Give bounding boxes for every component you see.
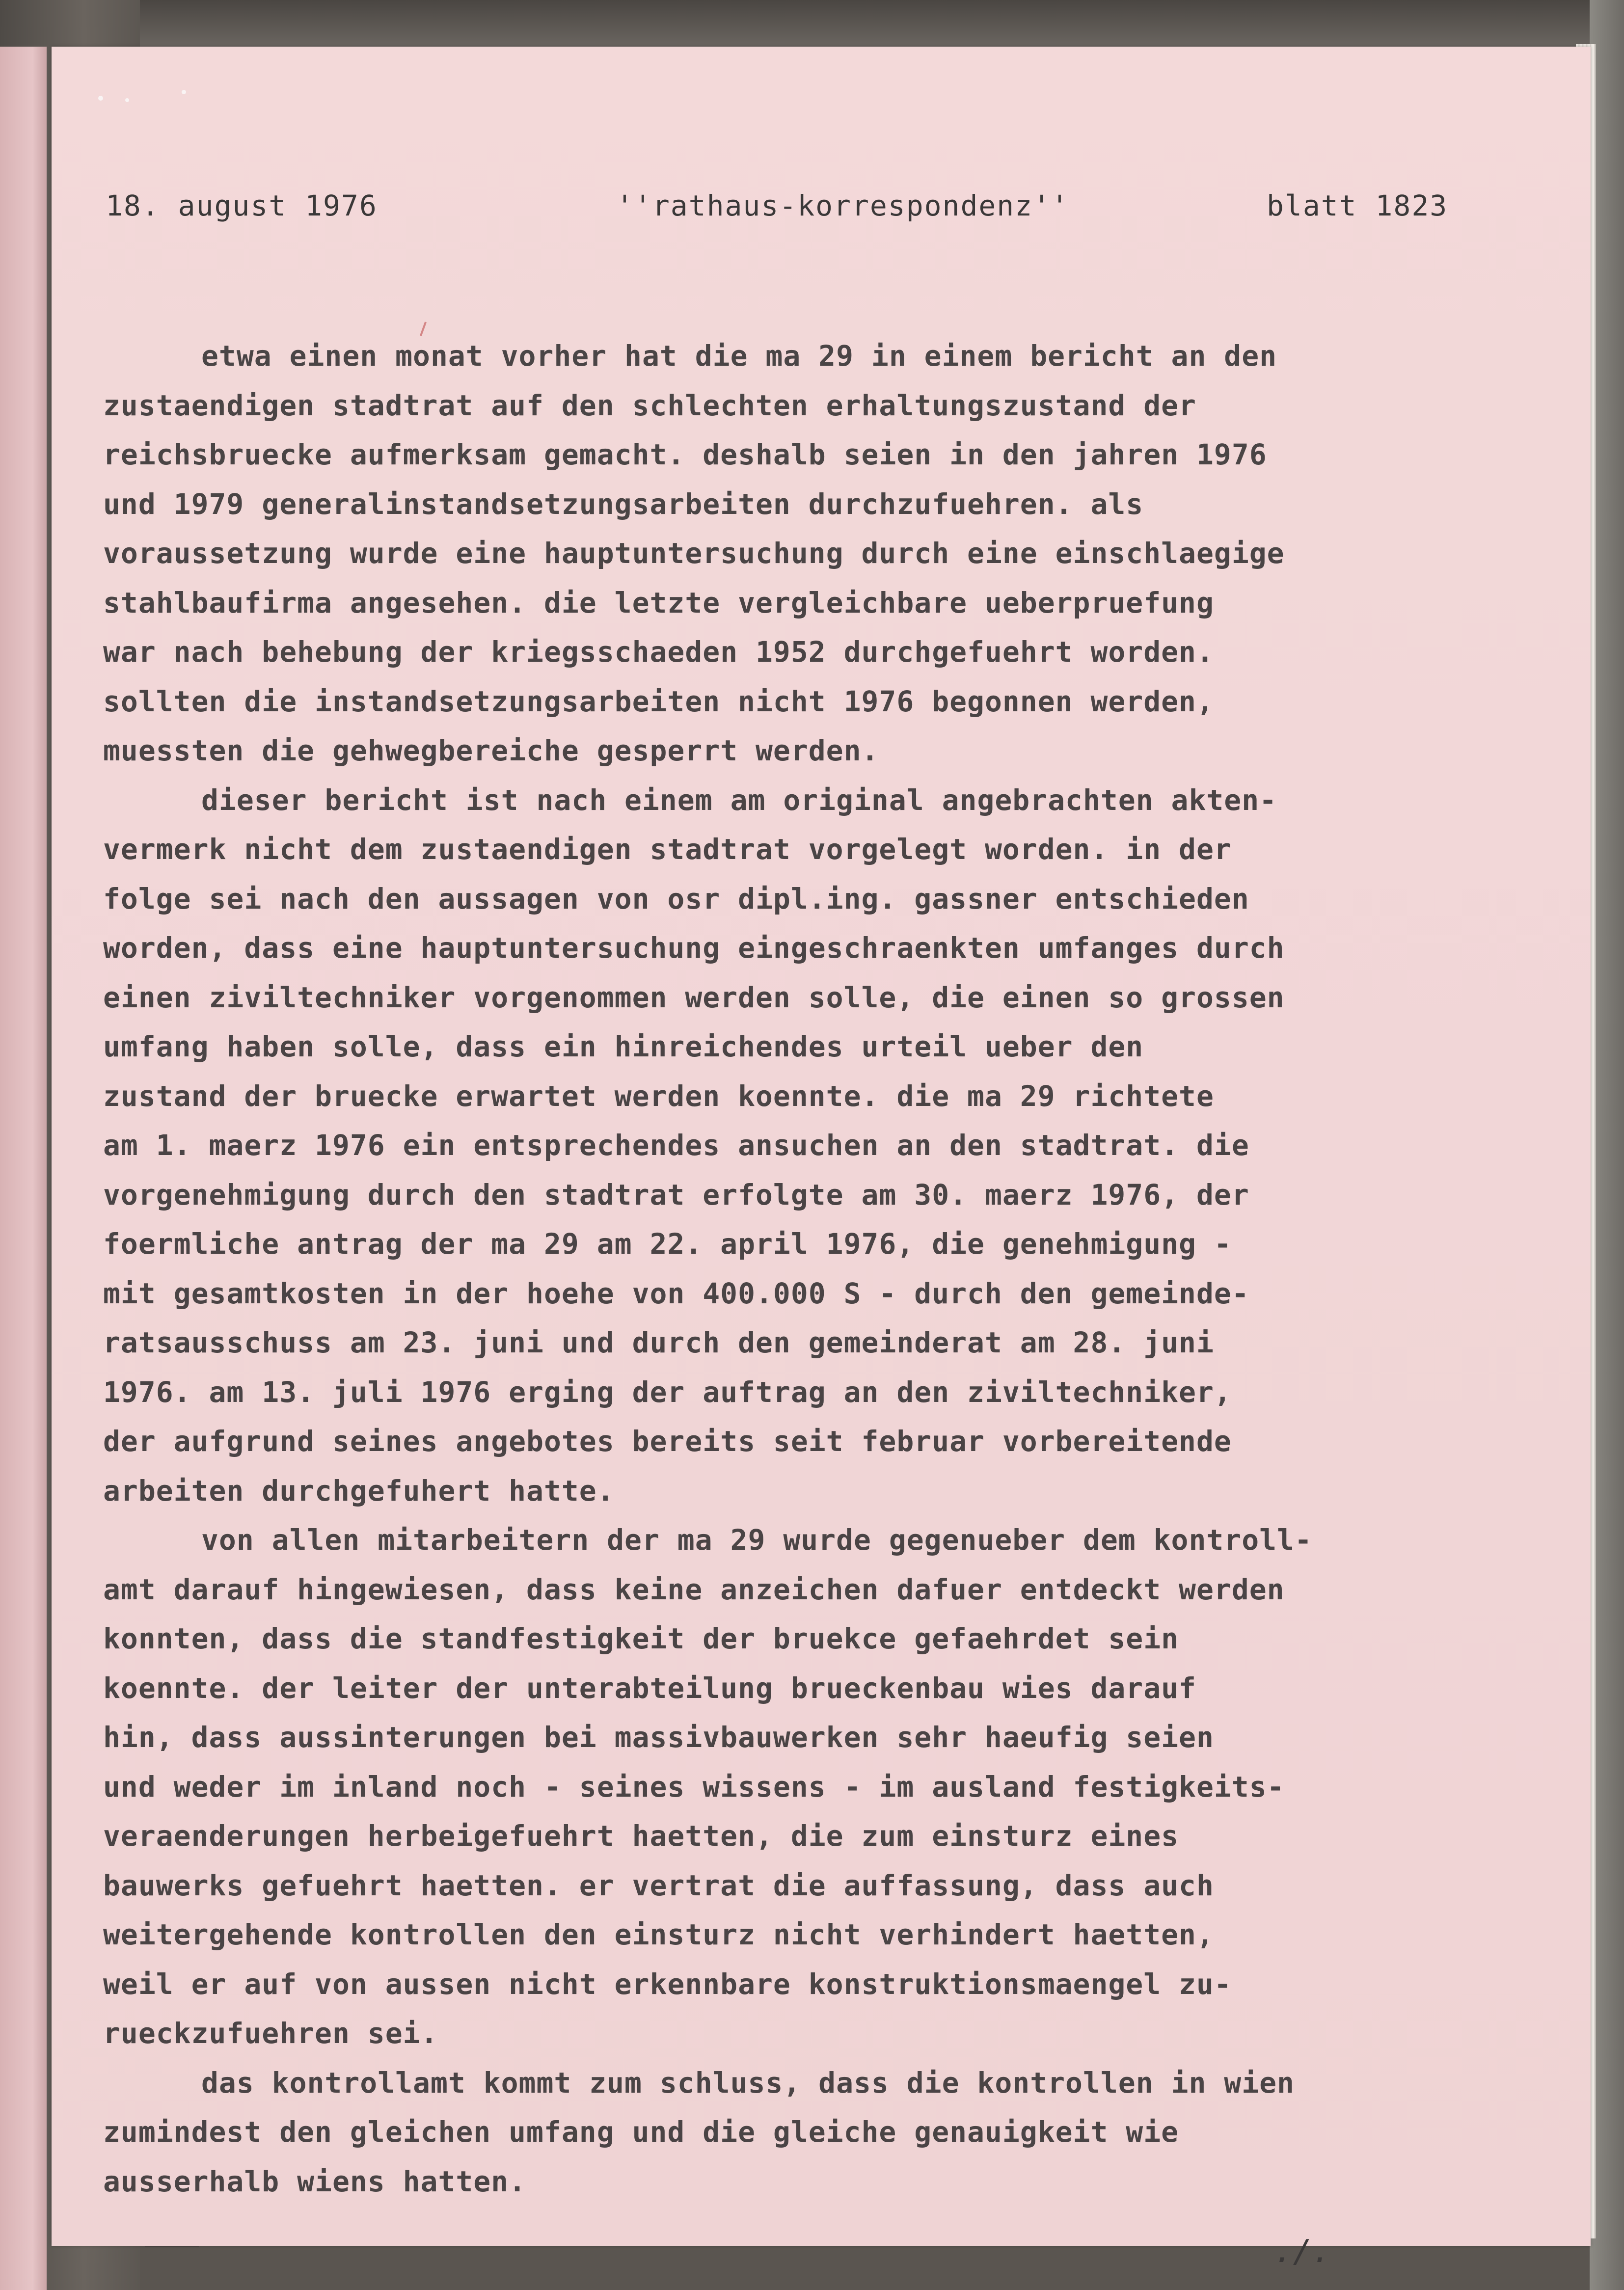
header-publication-title: ''rathaus-korrespondenz'' <box>616 189 1069 222</box>
body-line: von allen mitarbeitern der ma 29 wurde gegenueber dem kontroll- <box>201 1523 1312 1557</box>
body-line: und weder im inland noch - seines wissens - im ausland festigkeits- <box>103 1770 1285 1804</box>
body-line: koennte. der leiter der unterabteilung brueckenbau wies darauf <box>103 1671 1196 1705</box>
body-line: ratsausschuss am 23. juni und durch den gemeinderat am 28. juni <box>103 1326 1214 1359</box>
body-line: vermerk nicht dem zustaendigen stadtrat vorgelegt worden. in der <box>103 833 1232 866</box>
body-line: amt darauf hingewiesen, dass keine anzeichen dafuer entdeckt werden <box>103 1572 1285 1606</box>
body-line: voraussetzung wurde eine hauptuntersuchung durch eine einschlaegige <box>103 537 1285 570</box>
body-line: 1976. am 13. juli 1976 erging der auftrag an den ziviltechniker, <box>103 1375 1232 1409</box>
body-line: weitergehende kontrollen den einsturz nicht verhindert haetten, <box>103 1918 1214 1951</box>
body-line: zustand der bruecke erwartet werden koennte. die ma 29 richtete <box>103 1079 1214 1113</box>
body-line: das kontrollamt kommt zum schluss, dass die kontrollen in wien <box>201 2066 1295 2100</box>
body-line: reichsbruecke aufmerksam gemacht. deshalb seien in den jahren 1976 <box>103 438 1267 471</box>
body-line: muessten die gehwegbereiche gesperrt werden. <box>103 734 879 767</box>
header-date: 18. august 1976 <box>106 189 378 222</box>
body-line: zustaendigen stadtrat auf den schlechten erhaltungszustand der <box>103 388 1196 422</box>
body-line: einen ziviltechniker vorgenommen werden solle, die einen so grossen <box>103 980 1285 1014</box>
body-line: zumindest den gleichen umfang und die gleiche genauigkeit wie <box>103 2115 1179 2149</box>
body-line: veraenderungen herbeigefuehrt haetten, die zum einsturz eines <box>103 1819 1179 1853</box>
body-line: foermliche antrag der ma 29 am 22. april 1976, die genehmigung - <box>103 1227 1232 1261</box>
body-line: etwa einen monat vorher hat die ma 29 in einem bericht an den <box>201 339 1277 373</box>
body-line: konnten, dass die standfestigkeit der bruekce gefaehrdet sein <box>103 1622 1179 1655</box>
body-line: mit gesamtkosten in der hoehe von 400.000 S - durch den gemeinde- <box>103 1276 1249 1310</box>
body-line: war nach behebung der kriegsschaeden 1952 durchgefuehrt worden. <box>103 635 1214 669</box>
body-line: worden, dass eine hauptuntersuchung eingeschraenkten umfanges durch <box>103 931 1285 965</box>
paper-speck <box>98 96 103 101</box>
body-line: bauwerks gefuehrt haetten. er vertrat die auffassung, dass auch <box>103 1868 1214 1902</box>
header-sheet-number: blatt 1823 <box>1267 189 1448 222</box>
paper-speck <box>125 98 129 102</box>
body-line: arbeiten durchgefuhert hatte. <box>103 1474 615 1508</box>
page-header <box>106 189 1480 233</box>
document-page <box>52 47 1591 2270</box>
paper-speck <box>182 90 186 94</box>
pencil-underline <box>145 2246 199 2247</box>
body-line: dieser bericht ist nach einem am original angebrachten akten- <box>201 783 1277 817</box>
scan-background-top <box>0 0 1624 47</box>
body-line: sollten die instandsetzungsarbeiten nicht 1976 begonnen werden, <box>103 684 1214 718</box>
body-line: umfang haben solle, dass ein hinreichendes urteil ueber den <box>103 1030 1144 1063</box>
body-line: hin, dass aussinterungen bei massivbauwerken sehr haeufig seien <box>103 1721 1214 1754</box>
body-line: der aufgrund seines angebotes bereits seit februar vorbereitende <box>103 1425 1232 1458</box>
continuation-mark: ./. <box>1274 2234 1331 2270</box>
body-line: und 1979 generalinstandsetzungsarbeiten durchzufuehren. als <box>103 487 1144 521</box>
adjacent-page-edge <box>0 47 47 2290</box>
body-line: am 1. maerz 1976 ein entsprechendes ansuchen an den stadtrat. die <box>103 1129 1249 1162</box>
body-line: folge sei nach den aussagen von osr dipl.ing. gassner entschieden <box>103 882 1249 916</box>
body-line: vorgenehmigung durch den stadtrat erfolgte am 30. maerz 1976, der <box>103 1178 1249 1212</box>
body-line: stahlbaufirma angesehen. die letzte vergleichbare ueberpruefung <box>103 586 1214 620</box>
body-line: weil er auf von aussen nicht erkennbare konstruktionsmaengel zu- <box>103 1967 1232 2001</box>
body-line: rueckzufuehren sei. <box>103 2017 438 2050</box>
body-line: ausserhalb wiens hatten. <box>103 2164 527 2198</box>
typewritten-body <box>103 331 1556 2206</box>
